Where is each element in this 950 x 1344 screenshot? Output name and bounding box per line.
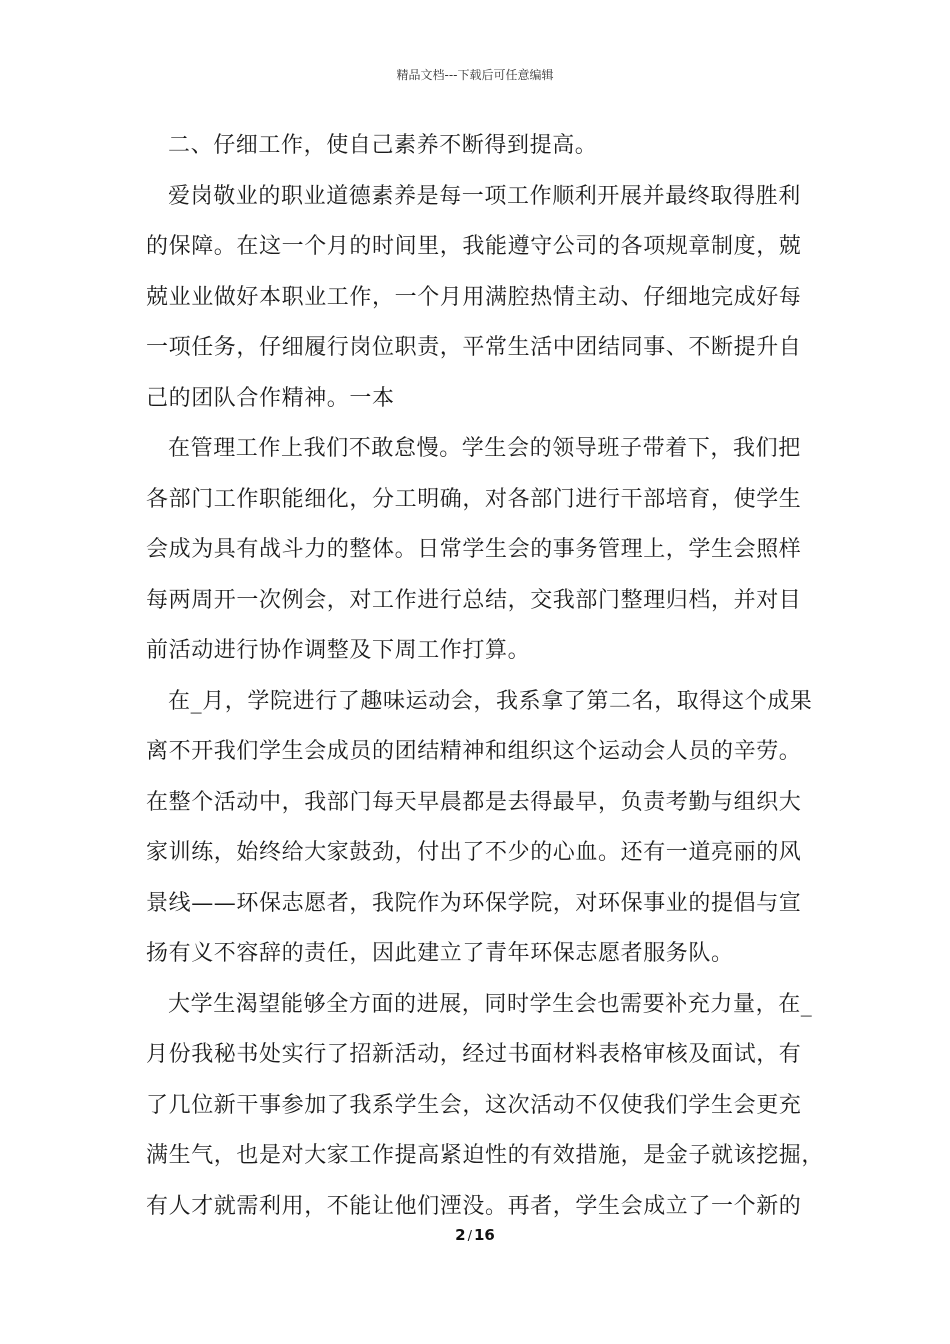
text-line: 爱岗敬业的职业道德素养是每一项工作顺利开展并最终取得胜利	[168, 183, 801, 209]
document-body	[146, 128, 825, 1239]
text-line: 会成为具有战斗力的整体。日常学生会的事务管理上，学生会照样	[146, 537, 802, 562]
text-line: 在管理工作上我们不敢怠慢。学生会的领导班子带着下，我们把	[168, 436, 801, 461]
text-line: 兢业业做好本职业工作，一个月用满腔热情主动、仔细地完成好每	[146, 284, 802, 310]
text-line: 己的团队合作精神。一本	[146, 385, 395, 411]
text-line: 的保障。在这一个月的时间里，我能遵守公司的各项规章制度，兢	[146, 234, 802, 259]
current-page: 2	[455, 1226, 466, 1244]
text-line: 各部门工作职能细化，分工明确，对各部门进行干部培育，使学生	[146, 486, 802, 512]
text-line: 在整个活动中，我部门每天早晨都是去得最早，负责考勤与组织大	[146, 789, 802, 815]
text-line: 二、仔细工作，使自己素养不断得到提高。	[168, 133, 598, 158]
text-line: 扬有义不容辞的责任，因此建立了青年环保志愿者服务队。	[146, 941, 734, 966]
total-pages: 16	[473, 1226, 495, 1244]
text-line: 前活动进行协作调整及下周工作打算。	[146, 638, 531, 663]
page-header: 精品文档---下载后可任意编辑	[396, 68, 554, 82]
text-line: 了几位新干事参加了我系学生会，这次活动不仅使我们学生会更充	[146, 1092, 802, 1118]
page-separator: /	[467, 1229, 472, 1244]
page-number	[0, 1226, 950, 1244]
text-line: 大学生渴望能够全方面的进展，同时学生会也需要补充力量，在_	[168, 991, 813, 1017]
text-line: 一项任务，仔细履行岗位职责，平常生活中团结同事、不断提升自	[146, 335, 802, 360]
text-line: 在_月，学院进行了趣味运动会，我系拿了第二名，取得这个成果	[168, 688, 813, 714]
text-line: 每两周开一次例会，对工作进行总结，交我部门整理归档，并对目	[146, 587, 802, 613]
text-line: 满生气，也是对大家工作提高紧迫性的有效措施，是金子就该挖掘，	[146, 1143, 825, 1168]
text-line: 家训练，始终给大家鼓劲，付出了不少的心血。还有一道亮丽的风	[146, 840, 802, 865]
text-line: 离不开我们学生会成员的团结精神和组织这个运动会人员的辛劳。	[146, 739, 802, 764]
text-line: 月份我秘书处实行了招新活动，经过书面材料表格审核及面试，有	[146, 1042, 802, 1067]
text-line: 有人才就需利用，不能让他们湮没。再者，学生会成立了一个新的	[146, 1193, 802, 1219]
text-line: 景线——环保志愿者，我院作为环保学院，对环保事业的提倡与宣	[146, 890, 802, 916]
